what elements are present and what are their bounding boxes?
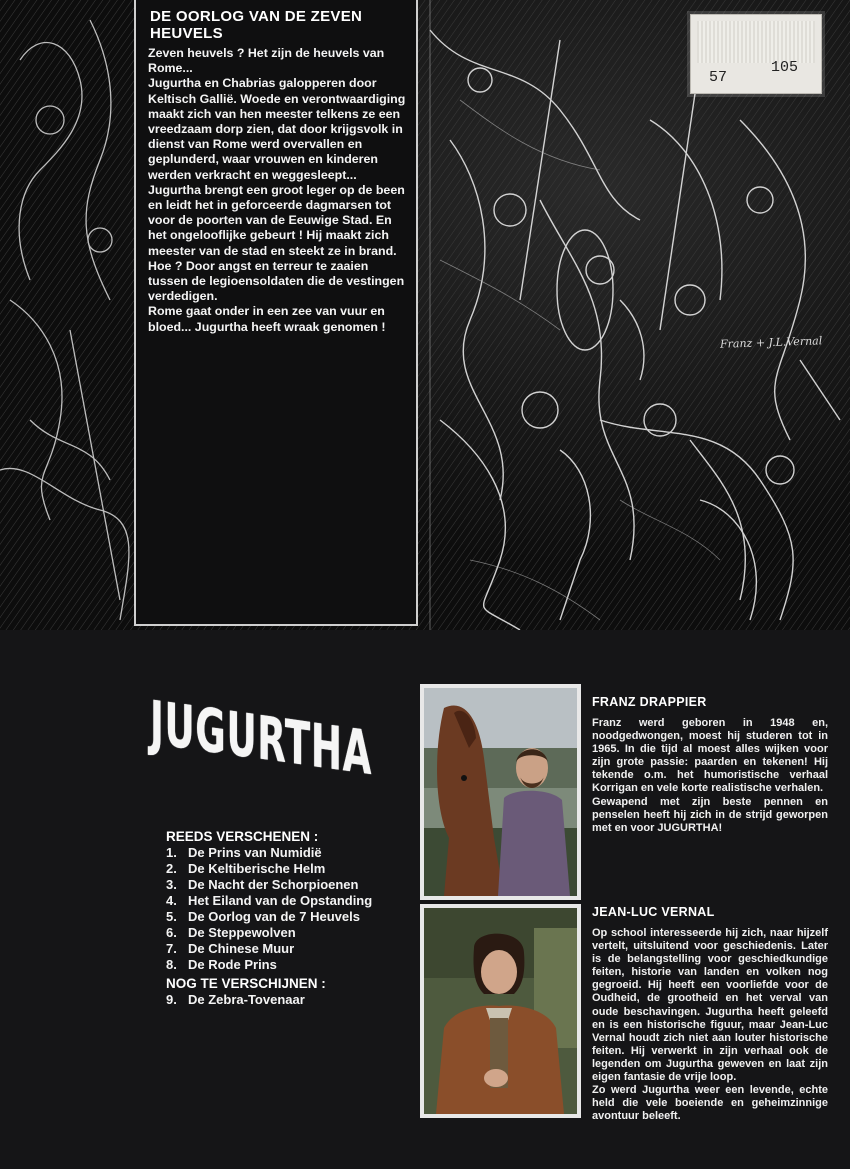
list-item: 9. De Zebra-Tovenaar bbox=[166, 992, 305, 1007]
sticker-code-a: 57 bbox=[709, 69, 728, 86]
logo-text: JUGURTHA bbox=[150, 688, 373, 790]
published-list bbox=[166, 845, 406, 973]
jean-luc-vernal-photo bbox=[420, 904, 581, 1118]
sticker-pattern bbox=[697, 21, 815, 63]
bio-name: JEAN-LUC VERNAL bbox=[592, 905, 715, 919]
synopsis-title: DE OORLOG VAN DE ZEVEN HEUVELS bbox=[150, 8, 363, 42]
franz-drappier-photo bbox=[420, 684, 581, 900]
series-logo bbox=[150, 688, 410, 790]
list-item: 2. De Keltiberische Helm bbox=[166, 861, 326, 876]
artist-signature: Franz + J.L.Vernal bbox=[719, 334, 823, 351]
series-list bbox=[166, 828, 406, 1008]
list-item: 7. De Chinese Muur bbox=[166, 941, 295, 956]
synopsis-text: Zeven heuvels ? Het zijn de heuvels van Rome... Jugurtha en Chabrias galopperen door Keltisch Gallië. Woede en verontwaardiging maakt zich van hen meester telkens ze een vreedzaam dorp zien, dat door krijgsvolk in dienst van Rome werd overvallen en geplunderd, waar vrouwen en kinderen werden verkracht en weggesleept... Jugurtha brengt een groot leger op de been en leidt het in geforceerde dagmarsen tot voor de poorten van de Eeuwige Stad. En het ongelooflijke gebeurt ! Hij maakt zich meester van de stad en steekt ze in brand. Hoe ? Door angst en terreur te zaaien tussen de legioensoldaten die de vestingen verdedigen. Rome gaat onder in een zee van vuur en bloed... Jugurtha heeft wraak genomen ! bbox=[148, 46, 406, 334]
list-item: 6. De Steppewolven bbox=[166, 925, 296, 940]
list-item: 1. De Prins van Numidië bbox=[166, 845, 322, 860]
upcoming-list bbox=[166, 992, 406, 1008]
library-sticker bbox=[690, 14, 822, 94]
published-heading: REEDS VERSCHENEN : bbox=[166, 829, 319, 844]
bio-text: Franz werd geboren in 1948 en, noodgedwongen, moest hij studeren tot in 1965. In die tijd al moest alles wijken voor zijn grote passie: paarden en tekenen! Hij tekende o.m. het humoristische verhaal Korrigan en vele korte realistische verhalen. Gewapend met zijn beste pennen en penselen heeft hij zich in de strijd geworpen met en voor JUGURTHA! bbox=[592, 717, 828, 834]
list-item: 8. De Rode Prins bbox=[166, 957, 277, 972]
bio-name: FRANZ DRAPPIER bbox=[592, 695, 707, 709]
upcoming-heading: NOG TE VERSCHIJNEN : bbox=[166, 976, 326, 991]
bio-franz-drappier bbox=[592, 695, 828, 835]
sticker-code-b: 105 bbox=[771, 59, 799, 76]
bio-jean-luc-vernal bbox=[592, 905, 828, 1123]
list-item: 4. Het Eiland van de Opstanding bbox=[166, 893, 373, 908]
synopsis-panel bbox=[134, 0, 418, 626]
bio-text: Op school interesseerde hij zich, naar hijzelf vertelt, uitsluitend voor geschiedenis. Later is de belangstelling voor geschiedkundige feiten, historie van landen en volken nog gegroeid. Hij heeft een voorliefde voor de Oudheid, de grootheid en het verval van oude beschavingen. Jugurtha heeft geleefd en is een historische figuur, maar Jean-Luc Vernal houdt zich niet aan louter historische feiten. Hij verwerkt in zijn verhaal ook de legenden om Jugurtha geweven en laat zijn eigen fantasie de vrije loop. Zo werd Jugurtha weer een levende, echte held die vele boeiende en geheimzinnige avontuur beleeft. bbox=[592, 927, 828, 1123]
list-item: 5. De Oorlog van de 7 Heuvels bbox=[166, 909, 360, 924]
list-item: 3. De Nacht der Schorpioenen bbox=[166, 877, 359, 892]
